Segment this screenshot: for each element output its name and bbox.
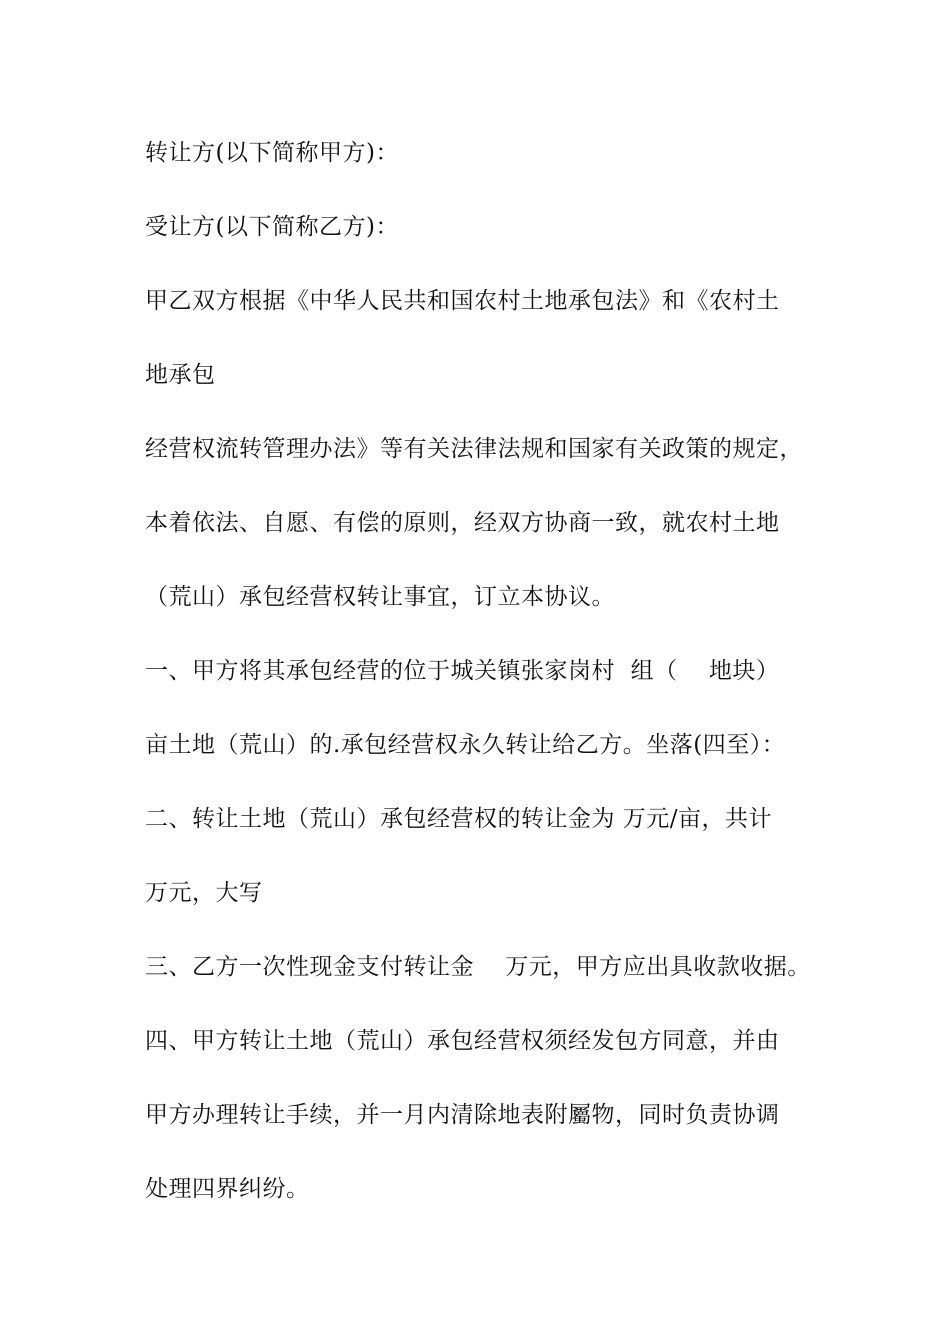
- clause-4-line-3: 处理四界纠纷。: [145, 1176, 310, 1202]
- transferor-line: 转让方(以下简称甲方)：: [145, 140, 399, 166]
- clause-3-line-1: 三、乙方一次性现金支付转让金 万元，甲方应出具收款收据。: [145, 954, 811, 980]
- preamble-line-1: 甲乙双方根据《中华人民共和国农村土地承包法》和《农村土: [145, 288, 780, 314]
- transferee-line: 受让方(以下简称乙方)：: [145, 214, 399, 240]
- clause-4-line-1: 四、甲方转让土地（荒山）承包经营权须经发包方同意，并由: [145, 1028, 780, 1054]
- preamble-line-4: 本着依法、自愿、有偿的原则，经双方协商一致，就农村土地: [145, 510, 780, 536]
- clause-2-line-2: 万元，大写: [145, 880, 263, 906]
- clause-1-line-1: 一、甲方将其承包经营的位于城关镇张家岗村 组（ 地块）: [145, 658, 780, 684]
- clause-1-line-2: 亩土地（荒山）的.承包经营权永久转让给乙方。坐落(四至）：: [145, 732, 786, 758]
- preamble-line-5: （荒山）承包经营权转让事宜，订立本协议。: [145, 584, 615, 610]
- clause-4-line-2: 甲方办理转让手续，并一月内清除地表附屬物，同时负责协调: [145, 1102, 780, 1128]
- preamble-line-2: 地承包: [145, 362, 216, 388]
- preamble-line-3: 经营权流转管理办法》等有关法律法规和国家有关政策的规定，: [145, 436, 803, 462]
- clause-2-line-1: 二、转让土地（荒山）承包经营权的转让金为 万元/亩，共计: [145, 806, 773, 832]
